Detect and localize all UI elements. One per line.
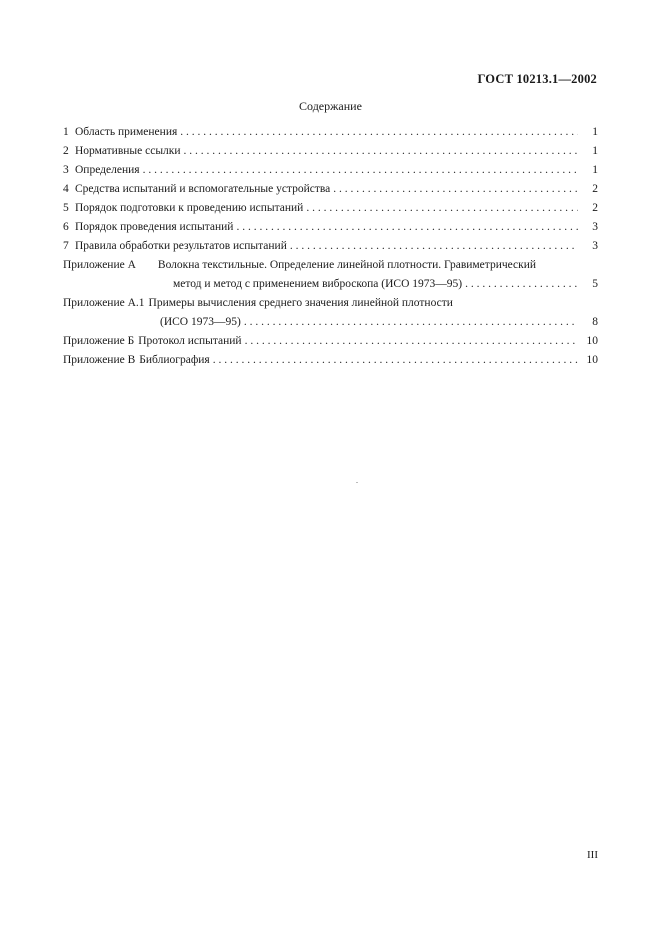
toc-appendix-a1[interactable] (63, 294, 598, 332)
toc-entry-page: 10 (586, 335, 598, 347)
dot-leader (306, 199, 578, 218)
toc-entry-page: 2 (592, 183, 598, 195)
toc-entry-page: 3 (592, 240, 598, 252)
toc-entry[interactable] (63, 161, 598, 180)
appendix-prefix: Приложение А (63, 259, 136, 271)
toc-entry-title: Нормативные ссылки (75, 145, 181, 157)
toc-entry-number: 3 (63, 164, 69, 176)
dot-leader (333, 180, 578, 199)
appendix-prefix: Приложение А.1 (63, 297, 145, 309)
dot-leader (180, 123, 578, 142)
appendix-title: Протокол испытаний (138, 335, 242, 347)
document-id: ГОСТ 10213.1—2002 (477, 72, 597, 86)
appendix-prefix: Приложение Б (63, 335, 135, 347)
toc-entry-title: Порядок подготовки к проведению испытаний (75, 202, 304, 214)
toc-appendix-b[interactable] (63, 332, 598, 351)
toc-appendix-a[interactable] (63, 256, 598, 294)
toc-entry-number: 6 (63, 221, 69, 233)
toc-entry-title: Область применения (75, 126, 178, 138)
toc-entry-page: 1 (592, 126, 598, 138)
appendix-title-line1: Волокна текстильные. Определение линейной плотности. Гравиметрический (157, 259, 537, 271)
dot-leader (143, 161, 578, 180)
toc-entry-page: 1 (592, 164, 598, 176)
toc-entry-page: 3 (592, 221, 598, 233)
scan-speck (356, 482, 358, 483)
toc-entry-number: 7 (63, 240, 69, 252)
dot-leader (465, 275, 578, 294)
toc-entry[interactable] (63, 180, 598, 199)
dot-leader (244, 313, 578, 332)
toc-appendix-v[interactable] (63, 351, 598, 370)
toc-heading: Содержание (299, 99, 362, 113)
appendix-title-line1: Примеры вычисления среднего значения линейной плотности (148, 297, 453, 309)
appendix-title-line2: метод и метод с применением виброскопа (ИСО 1973—95) (173, 278, 463, 290)
toc-entry-page: 10 (586, 354, 598, 366)
toc-entry-title: Порядок проведения испытаний (75, 221, 234, 233)
toc-entry-title: Правила обработки результатов испытаний (75, 240, 287, 252)
dot-leader (236, 218, 578, 237)
dot-leader (213, 351, 578, 370)
toc-entry-number: 4 (63, 183, 69, 195)
toc-entry-page: 5 (592, 278, 598, 290)
toc-entry-page: 2 (592, 202, 598, 214)
table-of-contents (63, 123, 598, 370)
dot-leader (184, 142, 578, 161)
toc-entry-title: Определения (75, 164, 140, 176)
toc-entry-title: Средства испытаний и вспомогательные устройства (75, 183, 331, 195)
dot-leader (290, 237, 578, 256)
toc-entry[interactable] (63, 218, 598, 237)
toc-entry-number: 5 (63, 202, 69, 214)
appendix-title: Библиография (139, 354, 210, 366)
page-number: III (587, 849, 598, 861)
toc-entry[interactable] (63, 142, 598, 161)
appendix-prefix: Приложение В (63, 354, 136, 366)
toc-entry-page: 1 (592, 145, 598, 157)
toc-entry[interactable] (63, 199, 598, 218)
dot-leader (245, 332, 578, 351)
toc-entry[interactable] (63, 237, 598, 256)
toc-entry-page: 8 (592, 316, 598, 328)
appendix-title-line2: (ИСО 1973—95) (160, 316, 241, 328)
toc-entry[interactable] (63, 123, 598, 142)
toc-entry-number: 2 (63, 145, 69, 157)
toc-entry-number: 1 (63, 126, 69, 138)
